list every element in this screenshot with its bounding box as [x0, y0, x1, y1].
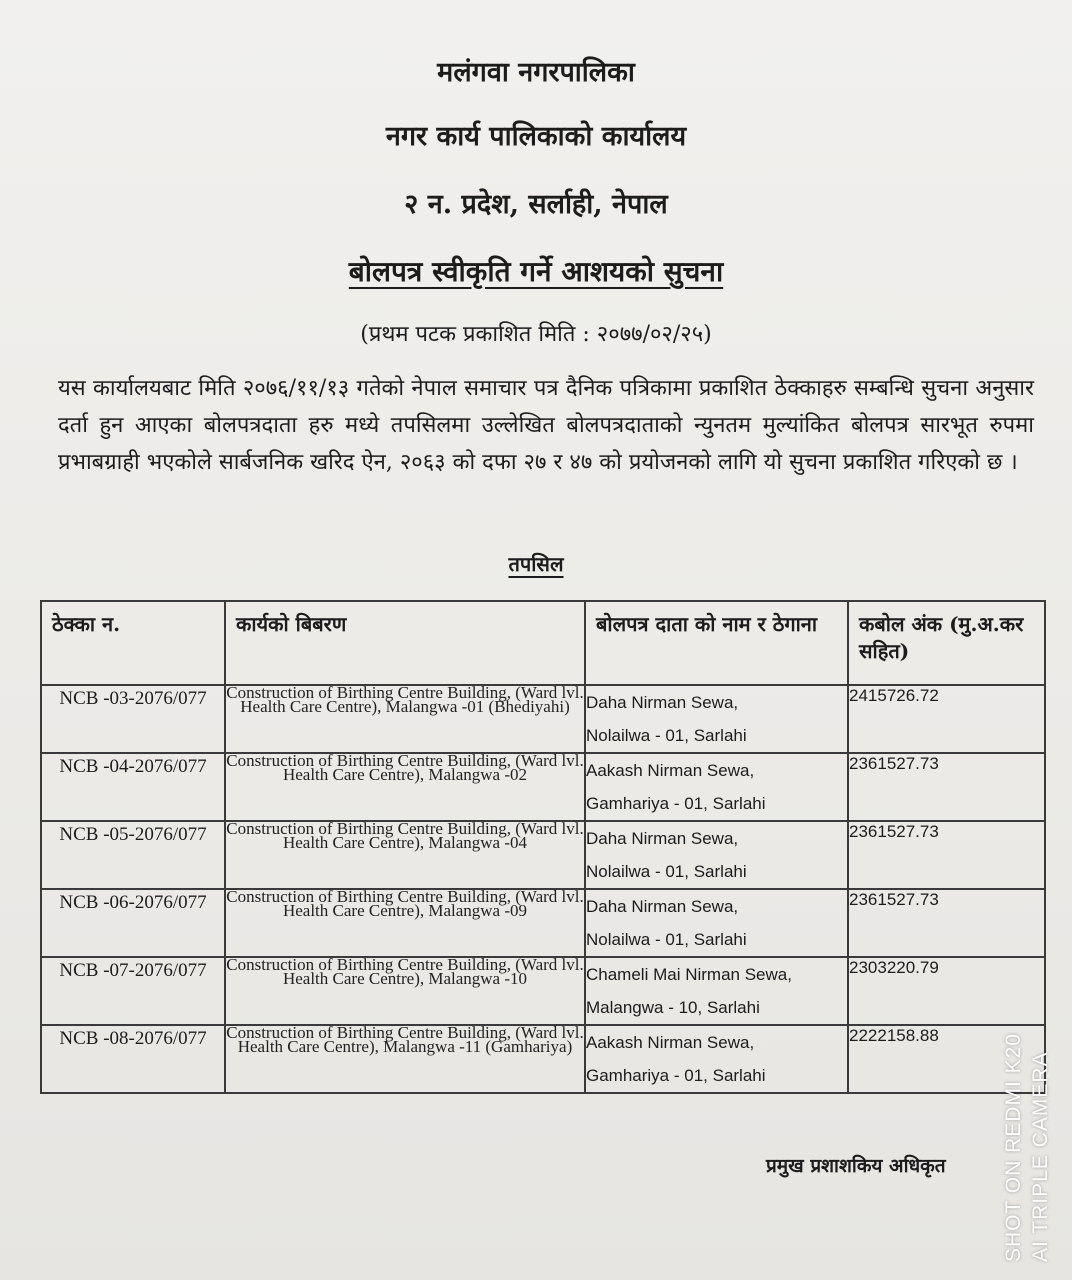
table-row [41, 685, 1045, 753]
contract-no: NCB -06-2076/077 [41, 889, 225, 957]
bid-amount: 2415726.72 [848, 685, 1045, 753]
bidder-name: Daha Nirman Sewa, [586, 693, 739, 712]
bidder-address: Nolailwa - 01, Sarlahi [586, 862, 747, 881]
work-description: Construction of Birthing Centre Building, (Ward lvl. Health Care Centre), Malangwa -09 [225, 889, 585, 957]
bidder-name: Aakash Nirman Sewa, [586, 761, 755, 780]
bidder-cell [585, 1025, 848, 1093]
table-header-row [41, 601, 1045, 685]
bidder-cell [585, 753, 848, 821]
published-date: (प्रथम पटक प्रकाशित मिति : २०७७/०२/२५) [360, 322, 712, 347]
municipality-name: मलंगवा नगरपालिका [437, 57, 635, 88]
bidder-address: Malangwa - 10, Sarlahi [586, 998, 760, 1017]
bidder-address: Gamhariya - 01, Sarlahi [586, 794, 766, 813]
bid-amount: 2361527.73 [848, 889, 1045, 957]
bid-amount: 2361527.73 [848, 821, 1045, 889]
bid-amount: 2303220.79 [848, 957, 1045, 1025]
bidder-name: Chameli Mai Nirman Sewa, [586, 965, 792, 984]
address-line: २ न. प्रदेश, सर्लाही, नेपाल [404, 189, 668, 220]
table-row [41, 889, 1045, 957]
contract-no: NCB -07-2076/077 [41, 957, 225, 1025]
contract-no: NCB -08-2076/077 [41, 1025, 225, 1093]
bidder-name: Daha Nirman Sewa, [586, 829, 739, 848]
header-work-description: कार्यको बिबरण [225, 601, 585, 685]
bidder-cell [585, 821, 848, 889]
header-bidder: बोलपत्र दाता को नाम र ठेगाना [585, 601, 848, 685]
contract-no: NCB -04-2076/077 [41, 753, 225, 821]
bidder-address: Gamhariya - 01, Sarlahi [586, 1066, 766, 1085]
bidder-cell [585, 957, 848, 1025]
bidder-cell [585, 889, 848, 957]
bid-amount: 2222158.88 [848, 1025, 1045, 1093]
bidder-cell [585, 685, 848, 753]
contract-no: NCB -05-2076/077 [41, 821, 225, 889]
watermark-line-1: SHOT ON REDMI K20 [1002, 1033, 1025, 1262]
table-row [41, 957, 1045, 1025]
bidder-address: Nolailwa - 01, Sarlahi [586, 930, 747, 949]
notice-title: बोलपत्र स्वीकृति गर्ने आशयको सुचना [348, 255, 724, 288]
office-name: नगर कार्य पालिकाको कार्यालय [385, 121, 687, 152]
notice-body: यस कार्यालयबाट मिति २०७६/११/१३ गतेको नेपाल समाचार पत्र दैनिक पत्रिकामा प्रकाशित ठेक्काहरु सम्बन्धि सुचना अनुसार दर्ता हुन आएका बोलपत्रदाता हरु मध्ये तपसिलमा उल्लेखित बोलपत्रदाताको न्युनतम मुल्यांकित बोलपत्र सारभूत रुपमा प्रभाबग्राही भएकोले सार्बजनिक खरिद ऐन, २०६३ को दफा २७ र ४७ को प्रयोजनको लागि यो सुचना प्रकाशित गरिएको छ । [58, 376, 1034, 475]
table-row [41, 1025, 1045, 1093]
watermark-line-2: AI TRIPLE CAMERA [1029, 1051, 1052, 1262]
signatory-title: प्रमुख प्रशाशकिय अधिकृत [766, 1155, 946, 1177]
bidder-name: Daha Nirman Sewa, [586, 897, 739, 916]
camera-watermark [1000, 1033, 1054, 1262]
header-amount: कबोल अंक (मु.अ.कर सहित) [848, 601, 1045, 685]
work-description: Construction of Birthing Centre Building, (Ward lvl. Health Care Centre), Malangwa -01 (Bhediyahi) [225, 685, 585, 753]
tender-table [40, 600, 1046, 1094]
table-row [41, 753, 1045, 821]
bid-amount: 2361527.73 [848, 753, 1045, 821]
header-contract-no: ठेक्का न. [41, 601, 225, 685]
work-description: Construction of Birthing Centre Building, (Ward lvl. Health Care Centre), Malangwa -04 [225, 821, 585, 889]
contract-no: NCB -03-2076/077 [41, 685, 225, 753]
work-description: Construction of Birthing Centre Building, (Ward lvl. Health Care Centre), Malangwa -11 (Gamhariya) [225, 1025, 585, 1093]
bidder-address: Nolailwa - 01, Sarlahi [586, 726, 747, 745]
work-description: Construction of Birthing Centre Building, (Ward lvl. Health Care Centre), Malangwa -02 [225, 753, 585, 821]
bidder-name: Aakash Nirman Sewa, [586, 1033, 755, 1052]
table-row [41, 821, 1045, 889]
table-title: तपसिल [508, 552, 564, 576]
work-description: Construction of Birthing Centre Building, (Ward lvl. Health Care Centre), Malangwa -10 [225, 957, 585, 1025]
